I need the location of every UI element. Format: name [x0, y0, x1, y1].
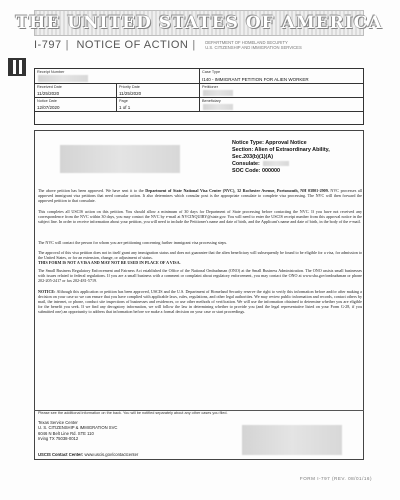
priority-date-label: Priority Date — [119, 85, 140, 89]
notice-consulate — [232, 161, 362, 168]
priority-date-cell — [117, 84, 200, 98]
redacted-signature-block — [242, 425, 342, 455]
p6-b: Although this application or petition has been approved, USCIS and the U.S. Department of Homeland Security reserve the right to verify this information before and/or after making a decision on your case so we can ensure that you have complied with applicable laws, rules, regulations, and other legal authorities. We may review public information and records, contact others by mail, the internet, or phone, conduct site inspections of businesses and residences, or use other methods of verification. We will use the information obtained to determine whether you are eligible for the benefit you seek. If we find any derogatory information, we will follow the law in determining whether to provide you (and the legal representative listed on your Form G-28, if you submitted one) an opportunity to address that information before we make a formal decision on your case or start proceedings. — [38, 289, 362, 314]
department-line-1: DEPARTMENT OF HOMELAND SECURITY — [205, 40, 288, 45]
p1-a: The above petition has been approved. We have sent it to the — [38, 188, 146, 193]
department-name — [205, 40, 302, 50]
notice-date-label: Notice Date — [37, 99, 57, 103]
petitioner-label: Petitioner — [202, 85, 219, 89]
address-line-1: Texas Service Center — [38, 420, 78, 425]
case-info-grid — [34, 68, 364, 125]
contact-label: USCIS Contact Center: — [38, 452, 84, 457]
notice-soc-code: SOC Code: 000000 — [232, 168, 280, 174]
paragraph-ombudsman: The Small Business Regulatory Enforcement and Fairness Act established the Office of the National Ombudsman (ONO) at the Small Business Administration. The ONO assists small businesses with issues related to federal regulations. If you are a small business with a comment or complaint about regulatory enforcement, you may contact the ONO at www.sba.gov/ombudsman or phone 202-205-2417 or fax 202-481-5719. — [38, 268, 362, 283]
redacted-receipt — [38, 75, 88, 82]
form-revision: FORM I-797 (REV. 08/01/16) — [299, 476, 372, 481]
form-title-row — [34, 37, 364, 53]
notice-type: Notice Type: Approval Notice — [232, 140, 307, 146]
notice-type-block — [232, 140, 362, 175]
redacted-petitioner — [203, 90, 233, 96]
page-value: 1 of 1 — [119, 105, 131, 110]
address-line-2: U. S. CITIZENSHIP & IMMIGRATION SVC — [38, 425, 118, 431]
received-date-cell — [35, 84, 117, 98]
case-type-cell — [200, 69, 364, 84]
notice-date-cell — [35, 98, 117, 112]
case-type-label: Case Type — [202, 70, 221, 74]
priority-date-value: 11/25/2020 — [119, 91, 142, 96]
contact-center — [38, 452, 138, 457]
case-type-value: I140 - IMMIGRANT PETITION FOR ALIEN WORKER — [202, 77, 309, 82]
redacted-consulate — [263, 161, 289, 166]
address-line-3: 6046 N Belt Line Rd. STE 110 — [38, 430, 94, 436]
department-line-2: U.S. CITIZENSHIP AND IMMIGRATION SERVICES — [205, 45, 302, 50]
page-cell — [117, 98, 200, 112]
p6-a: NOTICE: — [38, 289, 56, 294]
paragraph-nvc-contact: The NVC will contact the person for whom you are petitioning concerning further immigrant visa processing steps. — [38, 240, 228, 245]
received-date-value: 11/25/2020 — [37, 91, 60, 96]
receipt-number-cell — [35, 69, 200, 84]
notice-section-code: Sec.203(b)(1)(A) — [232, 154, 274, 160]
title-separator: | — [65, 39, 69, 51]
p1-c: NVC processes all approved immigrant visa petitions that need consular action. It also determines which consular post is the appropriate consulate to complete visa processing. The NVC will then forward the approved petition to that consulate. — [38, 188, 362, 203]
p1-b: Department of State National Visa Center (NVC), 32 Rochester Avenue, Portsmouth, NH 03801-2909. — [145, 188, 329, 193]
receipt-number-label: Receipt Number — [37, 70, 65, 74]
barcode-icon — [8, 58, 26, 76]
footer-note: Please see the additional information on the back. You will be notified separately about any other cases you filed. — [38, 411, 228, 415]
contact-url: www.uscis.gov/contactcenter — [83, 452, 139, 457]
notice-title: NOTICE OF ACTION — [76, 39, 189, 51]
notice-section: Section: Alien of Extraordinary Ability, — [232, 147, 330, 153]
redacted-beneficiary — [203, 104, 233, 110]
banner-title: THE UNITED STATES OF AMERICA — [15, 13, 383, 33]
page-label: Page — [119, 99, 128, 103]
grid-spacer — [35, 112, 364, 125]
received-date-label: Received Date — [37, 85, 62, 89]
paragraph-approval — [38, 188, 362, 203]
redacted-address-block — [60, 145, 180, 173]
p4-a: The approval of this visa petition does not in itself grant any immigration status and does not guarantee that the alien beneficiary will subsequently be found to be eligible for a visa, for admission to the United States, or for an extension, change, or adjustment of status. — [38, 250, 362, 260]
beneficiary-cell — [200, 98, 364, 112]
service-center-address — [38, 420, 117, 442]
paragraph-notice — [38, 289, 362, 314]
p4-b: THIS FORM IS NOT A VISA AND MAY NOT BE USED IN PLACE OF A VISA. — [38, 260, 181, 265]
title-separator-2: | — [192, 39, 196, 51]
form-code: I-797 — [34, 39, 62, 51]
address-line-4: Irving TX 75038-0012 — [38, 436, 79, 442]
consulate-label: Consulate: — [232, 161, 260, 167]
notice-date-value: 12/07/2020 — [37, 105, 60, 110]
paragraph-processing: This completes all USCIS action on this petition. You should allow a minimum of 30 days for Department of State processing before contacting the NVC. If you have not received any correspondence from the NVC within 30 days, you may contact the NVC by e-mail at NVCINQUIRY@state.gov. You will need to enter the USCIS receipt number from this approval notice in the subject line. In order to receive information about your petition, you will need to include the Petitioner's name and date of birth, and the Applicant's name and date of birth, in the body of the e-mail. — [38, 209, 362, 224]
header-banner — [15, 10, 383, 36]
petitioner-cell — [200, 84, 364, 98]
beneficiary-label: Beneficiary — [202, 99, 221, 103]
paragraph-status — [38, 250, 362, 265]
